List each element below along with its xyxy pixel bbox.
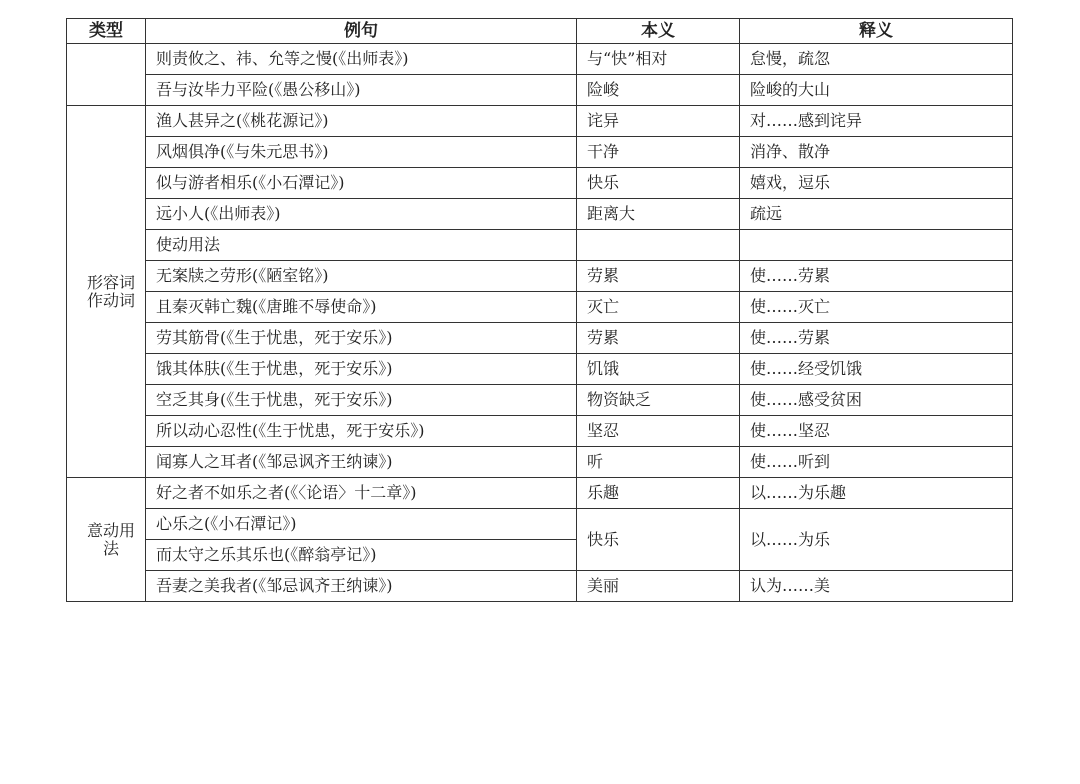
type-cell-adjective-as-verb [67,106,146,478]
original-cell: 饥饿 [577,354,740,385]
example-cell: 远小人(《出师表》) [146,199,577,230]
example-cell: 吾妻之美我者(《邹忌讽齐王纳谏》) [146,571,577,602]
table-row [67,385,1013,416]
example-cell: 似与游者相乐(《小石潭记》) [146,168,577,199]
example-cell: 吾与汝毕力平险(《愚公移山》) [146,75,577,106]
example-cell: 则责攸之、祎、允等之慢(《出师表》) [146,44,577,75]
original-cell: 快乐 [577,168,740,199]
example-cell: 好之者不如乐之者(《〈论语〉十二章》) [146,478,577,509]
table-row-subheading [67,230,1013,261]
type-line: 形容词 [86,272,135,292]
meaning-cell: 认为……美 [740,571,1013,602]
table-row [67,509,1013,540]
type-line: 意动用 [86,520,135,540]
original-cell: 美丽 [577,571,740,602]
meaning-cell: 使……坚忍 [740,416,1013,447]
table-row [67,292,1013,323]
type-line: 作动词 [86,290,135,310]
header-original-meaning: 本义 [577,19,740,44]
example-cell: 无案牍之劳形(《陋室铭》) [146,261,577,292]
original-cell-merged: 快乐 [577,509,740,571]
original-cell: 乐趣 [577,478,740,509]
example-cell: 闻寡人之耳者(《邹忌讽齐王纳谏》) [146,447,577,478]
meaning-cell: 使……劳累 [740,261,1013,292]
header-interpretation: 释义 [740,19,1013,44]
meaning-cell: 险峻的大山 [740,75,1013,106]
meaning-cell: 消净、散净 [740,137,1013,168]
original-cell [577,230,740,261]
table-row [67,416,1013,447]
example-cell: 而太守之乐其乐也(《醉翁亭记》) [146,540,577,571]
example-cell: 饿其体肤(《生于忧患，死于安乐》) [146,354,577,385]
type-cell-blank [67,44,146,106]
header-row [67,19,1013,44]
type-cell-conative-usage [67,478,146,602]
example-cell: 且秦灭韩亡魏(《唐雎不辱使命》) [146,292,577,323]
grammar-table [66,18,1013,602]
original-cell: 距离大 [577,199,740,230]
table-row [67,323,1013,354]
original-cell: 干净 [577,137,740,168]
example-cell: 风烟俱净(《与朱元思书》) [146,137,577,168]
meaning-cell: 使……听到 [740,447,1013,478]
example-cell: 空乏其身(《生于忧患，死于安乐》) [146,385,577,416]
table-row [67,199,1013,230]
type-line: 法 [102,538,119,558]
header-example: 例句 [146,19,577,44]
meaning-cell: 对……感到诧异 [740,106,1013,137]
original-cell: 险峻 [577,75,740,106]
example-cell: 所以动心忍性(《生于忧患，死于安乐》) [146,416,577,447]
example-cell: 使动用法 [146,230,577,261]
header-type: 类型 [67,19,146,44]
meaning-cell: 使……劳累 [740,323,1013,354]
example-cell: 劳其筋骨(《生于忧患，死于安乐》) [146,323,577,354]
table-row [67,447,1013,478]
table-row [67,571,1013,602]
meaning-cell: 以……为乐趣 [740,478,1013,509]
example-cell: 心乐之(《小石潭记》) [146,509,577,540]
meaning-cell: 使……灭亡 [740,292,1013,323]
meaning-cell: 疏远 [740,199,1013,230]
meaning-cell: 怠慢，疏忽 [740,44,1013,75]
table-row [67,478,1013,509]
original-cell: 坚忍 [577,416,740,447]
original-cell: 物资缺乏 [577,385,740,416]
table-row [67,75,1013,106]
original-cell: 劳累 [577,323,740,354]
meaning-cell: 使……经受饥饿 [740,354,1013,385]
original-cell: 灭亡 [577,292,740,323]
meaning-cell [740,230,1013,261]
original-cell: 诧异 [577,106,740,137]
table-row [67,261,1013,292]
meaning-cell: 嬉戏，逗乐 [740,168,1013,199]
example-cell: 渔人甚异之(《桃花源记》) [146,106,577,137]
original-cell: 听 [577,447,740,478]
table-row [67,354,1013,385]
table-row [67,44,1013,75]
original-cell: 与“快”相对 [577,44,740,75]
table-row [67,137,1013,168]
meaning-cell-merged: 以……为乐 [740,509,1013,571]
meaning-cell: 使……感受贫困 [740,385,1013,416]
table-row [67,168,1013,199]
original-cell: 劳累 [577,261,740,292]
table-row [67,106,1013,137]
